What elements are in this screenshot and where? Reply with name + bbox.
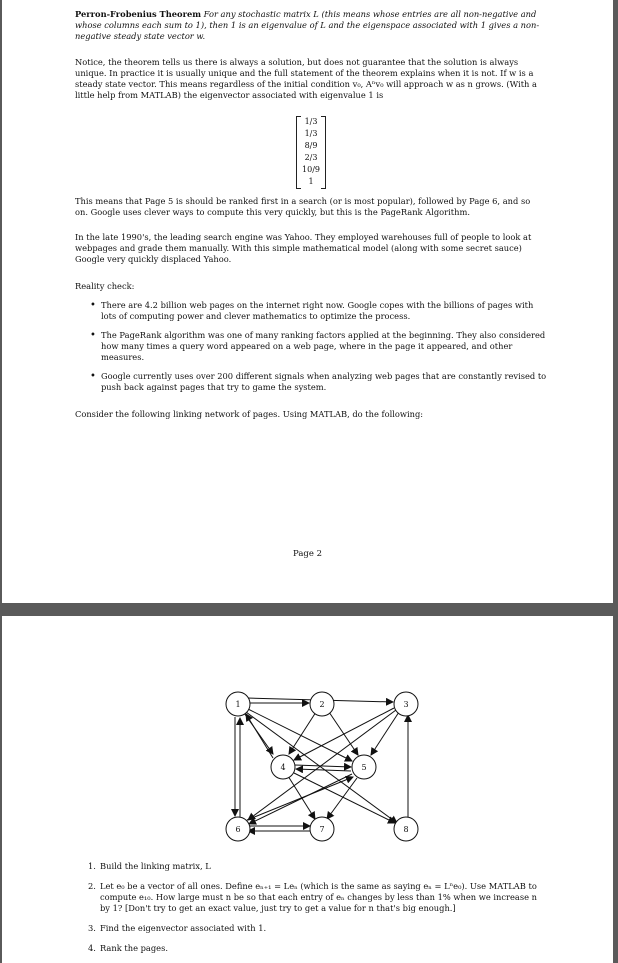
paragraph-theorem-notice (75, 57, 545, 101)
question-text: Let e₀ be a vector of all ones. Define eₙ₊₁ = Leₙ (which is the same as saying eₙ = Lⁿe₀). Use MATLAB to compute e₁₀. How large must n be so that each entry of eₙ changes by less than 1% when we increase n by 1? [Don't try to get an exact value, just try to get a value for n that's big enough.] (100, 881, 538, 913)
vector-entry: 1/3 (304, 117, 318, 126)
paragraph-yahoo (75, 232, 545, 265)
question-text: Rank the pages. (100, 943, 168, 953)
list-item: • There are 4.2 billion web pages on the internet right now. Google copes with the billions of pages with lots of computing power and clever mathematics to optimize the process. (75, 300, 547, 322)
question-item (88, 923, 548, 934)
document-page-1 (2, 0, 613, 603)
paragraph-text: In the late 1990's, the leading search engine was Yahoo. They employed warehouses full of people to look at webpages and grade them manually. With this simple mathematical model (along with some secret sauce) Google very quickly displaced Yahoo. (75, 232, 532, 264)
node-label-1: 1 (235, 700, 241, 709)
vector-entry: 10/9 (302, 165, 320, 174)
edge-6-5 (247, 777, 353, 820)
page-number: Page 2 (293, 549, 322, 559)
edge-4-1 (246, 714, 273, 758)
link-network-diagram (2, 616, 613, 856)
network-nodes (226, 692, 418, 841)
question-text: Find the eigenvector associated with 1. (100, 923, 267, 933)
theorem-block (75, 9, 545, 42)
theorem-title: Perron-Frobenius Theorem (75, 9, 202, 19)
node-label-8: 8 (403, 825, 409, 834)
vector-entry: 1 (308, 177, 314, 186)
vector-entry: 2/3 (304, 153, 318, 162)
question-number: 2. (88, 881, 96, 891)
reality-check-label: Reality check: (75, 281, 135, 291)
vector-entry: 1/3 (304, 129, 318, 138)
paragraph-text: Notice, the theorem tells us there is always a solution, but does not guarantee that the solution is always unique. In practice it is usually unique and the full statement of the theorem explains when it is not. If w is a steady state vector. This means regardless of the initial condition v₀, Aⁿv₀ will approach w as n grows. (With a little help from MATLAB) the eigenvector associated with eigenvalue 1 is (75, 57, 537, 100)
node-label-6: 6 (235, 825, 241, 834)
edge-4-5 (295, 765, 351, 767)
node-label-4: 4 (280, 763, 286, 772)
node-label-3: 3 (403, 700, 409, 709)
question-item (88, 861, 548, 872)
paragraph-text: This means that Page 5 is should be ranked first in a search (or is most popular), followed by Page 6, and so on. Google uses clever ways to compute this very quickly, but this is the PageRank Algorithm. (75, 196, 531, 217)
question-text: Build the linking matrix, L (100, 861, 211, 871)
theorem-statement: For any stochastic matrix L (this means whose entries are all non-negative and whose columns each sum to 1), then 1 is an eigenvalue of L and the eigenspace associated with 1 gives a non-negative steady state vector w. (75, 9, 540, 41)
question-item (88, 943, 548, 954)
eigenvector-matrix (296, 116, 326, 189)
node-label-2: 2 (319, 700, 325, 709)
question-number: 1. (88, 861, 96, 871)
list-item: • Google currently uses over 200 different signals when analyzing web pages that are constantly revised to push back against pages that try to game the system. (75, 371, 547, 393)
question-list (88, 861, 548, 963)
paragraph-ranking (75, 196, 545, 218)
list-item: • The PageRank algorithm was one of many ranking factors applied at the beginning. They also considered how many times a query word appeared on a web page, where in the page it appeared, and other measures. (75, 330, 547, 363)
question-number: 3. (88, 923, 96, 933)
edge-1-5 (248, 709, 352, 761)
edge-3-4 (294, 708, 394, 760)
edge-2-4 (289, 712, 316, 754)
document-page-2 (2, 616, 613, 963)
node-label-7: 7 (319, 825, 325, 834)
question-item (88, 881, 548, 914)
reality-check-list (75, 300, 547, 401)
vector-entry: 8/9 (304, 141, 318, 150)
question-number: 4. (88, 943, 96, 953)
consider-instruction: Consider the following linking network of pages. Using MATLAB, do the following: (75, 409, 424, 419)
node-label-5: 5 (361, 763, 367, 772)
